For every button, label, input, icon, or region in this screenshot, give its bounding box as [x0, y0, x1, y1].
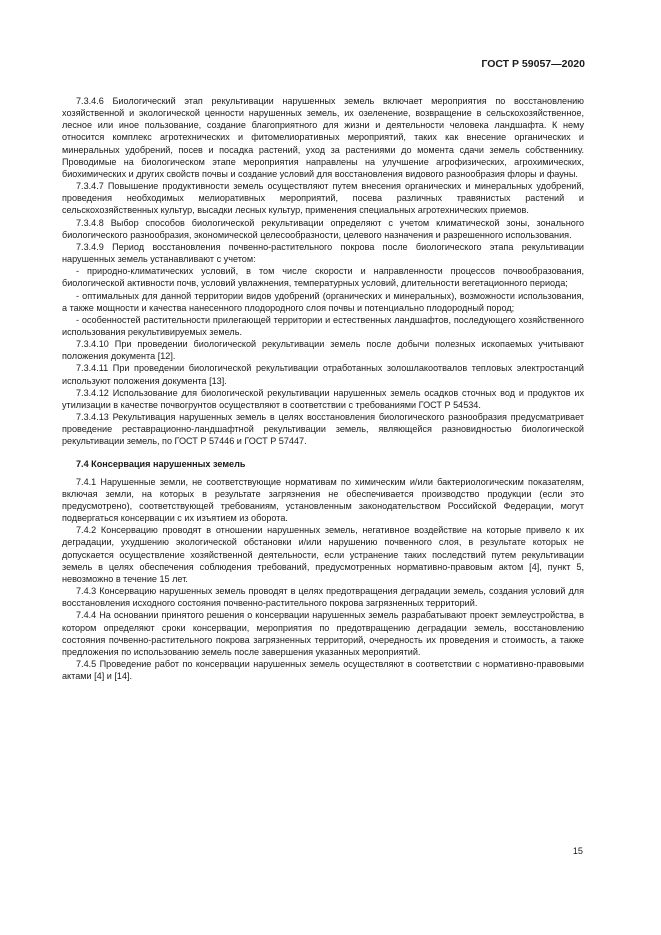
paragraph-7-4-5: 7.4.5 Проведение работ по консервации нарушенных земель осуществляют в соответствии с нормативно-правовыми актами [4] и [14].	[62, 659, 584, 682]
paragraph-7-3-4-10: 7.3.4.10 При проведении биологической рекультивации земель после добычи полезных ископаемых учитывают положения документа [12].	[62, 339, 584, 362]
paragraph-7-3-4-12: 7.3.4.12 Использование для биологической рекультивации нарушенных земель осадков сточных вод и продуктов их утилизации в качестве почвогрунтов осуществляют в соответствии с требованиями ГОСТ Р 54534.	[62, 387, 584, 410]
list-item: - особенностей растительности прилегающей территории и естественных ландшафтов, последующего хозяйственного использования рекультивируемых земель.	[62, 314, 584, 337]
paragraph-7-3-4-13: 7.3.4.13 Рекультивация нарушенных земель в целях восстановления биологического разнообразия предусматривает проведение реставрационно-ландшафтной рекультивации земель, являющейся разновидностью биологической рекультивации земель, по ГОСТ Р 57446 и ГОСТ Р 57447.	[62, 412, 584, 447]
list-item: - природно-климатических условий, в том числе скорости и направленности процессов почвообразования, биологической активности почв, условий увлажнения, температурных условий, длительности вегетационного периода;	[62, 266, 584, 289]
paragraph-7-4-4: 7.4.4 На основании принятого решения о консервации нарушенных земель разрабатывают проект землеустройства, в котором определяют сроки консервации, мероприятия по предотвращению деградации земель, восстановлению состояния почвенно-растительного покрова загрязненных территорий, очередность их проведения и стоимость, а также предложения по использованию земель после завершения указанных мероприятий.	[62, 610, 584, 657]
document-header: ГОСТ Р 59057—2020	[481, 58, 585, 70]
paragraph-7-3-4-8: 7.3.4.8 Выбор способов биологической рекультивации определяют с учетом климатической зоны, зонального биологического разнообразия, экономической целесообразности, целевого назначения и разрешенного использования.	[62, 217, 584, 240]
paragraph-7-4-1: 7.4.1 Нарушенные земли, не соответствующие нормативам по химическим и/или бактериологическим показателям, включая земли, на которых в результате загрязнения не обеспечивается производство продукции (если это предусмотрено), соответствующей требованиям, установленным законодательством Российской Федерации, могут подвергаться консервации с их изъятием из оборота.	[62, 476, 584, 524]
list-item: - оптимальных для данной территории видов удобрений (органических и минеральных), возможности использования, а также мощности и качества нанесенного плодородного слоя почвы и потенциально плодородный пород;	[62, 290, 584, 313]
section-heading: 7.4 Консервация нарушенных земель	[76, 458, 246, 469]
paragraph-7-3-4-9: 7.3.4.9 Период восстановления почвенно-растительного покрова после биологического этапа рекультивации нарушенных земель устанавливают с учетом:	[62, 241, 584, 265]
page-number: 15	[572, 846, 583, 856]
paragraph-7-4-2: 7.4.2 Консервацию проводят в отношении нарушенных земель, негативное воздействие на которые привело к их деградации, ухудшению экологической обстановки и/или нарушению почвенного слоя, в результате которых не допускается осуществление хозяйственной деятельности, если устранение таких последствий путем рекультивации земель в целях обеспечения соблюдения требований, предусмотренных нормативно-правовым актом [4], пункт 5, невозможно в течение 15 лет.	[62, 525, 584, 584]
paragraph-7-3-4-6: 7.3.4.6 Биологический этап рекультивации нарушенных земель включает мероприятия по восстановлению хозяйственной и экологической ценности нарушенных земель, их озеленение, возвращение в сельскохозяйственное, лесное или иное пользование, создание благоприятного для жизни и деятельности человека ландшафта. К нему относится комплекс агротехнических и фитомелиоративных мероприятий, таких как внесение органических и минеральных удобрений, посев и посадка растений, уход за растениями до момента сдачи земель собственнику. Проводимые на биологическом этапе мероприятия направлены на улучшение агрофизических, агрохимических, биохимических и других свойств почвы и создание условий для восстановления видового разнообразия флоры и фауны.	[62, 96, 584, 179]
paragraph-7-4-3: 7.4.3 Консервацию нарушенных земель проводят в целях предотвращения деградации земель, создания условий для восстановления исходного состояния почвенно-растительного покрова загрязненных территорий.	[62, 586, 584, 609]
page-body	[62, 95, 584, 682]
paragraph-7-3-4-11: 7.3.4.11 При проведении биологической рекультивации отработанных золошлакоотвалов тепловых электростанций используют положения документа [13].	[62, 363, 584, 386]
paragraph-7-3-4-7: 7.3.4.7 Повышение продуктивности земель осуществляют путем внесения органических и минеральных удобрений, проведения необходимых мелиоративных мероприятий, посева различных травянистых растений и сельскохозяйственных культур, высадки лесных культур, применения специальных агротехнических приемов.	[62, 181, 584, 216]
